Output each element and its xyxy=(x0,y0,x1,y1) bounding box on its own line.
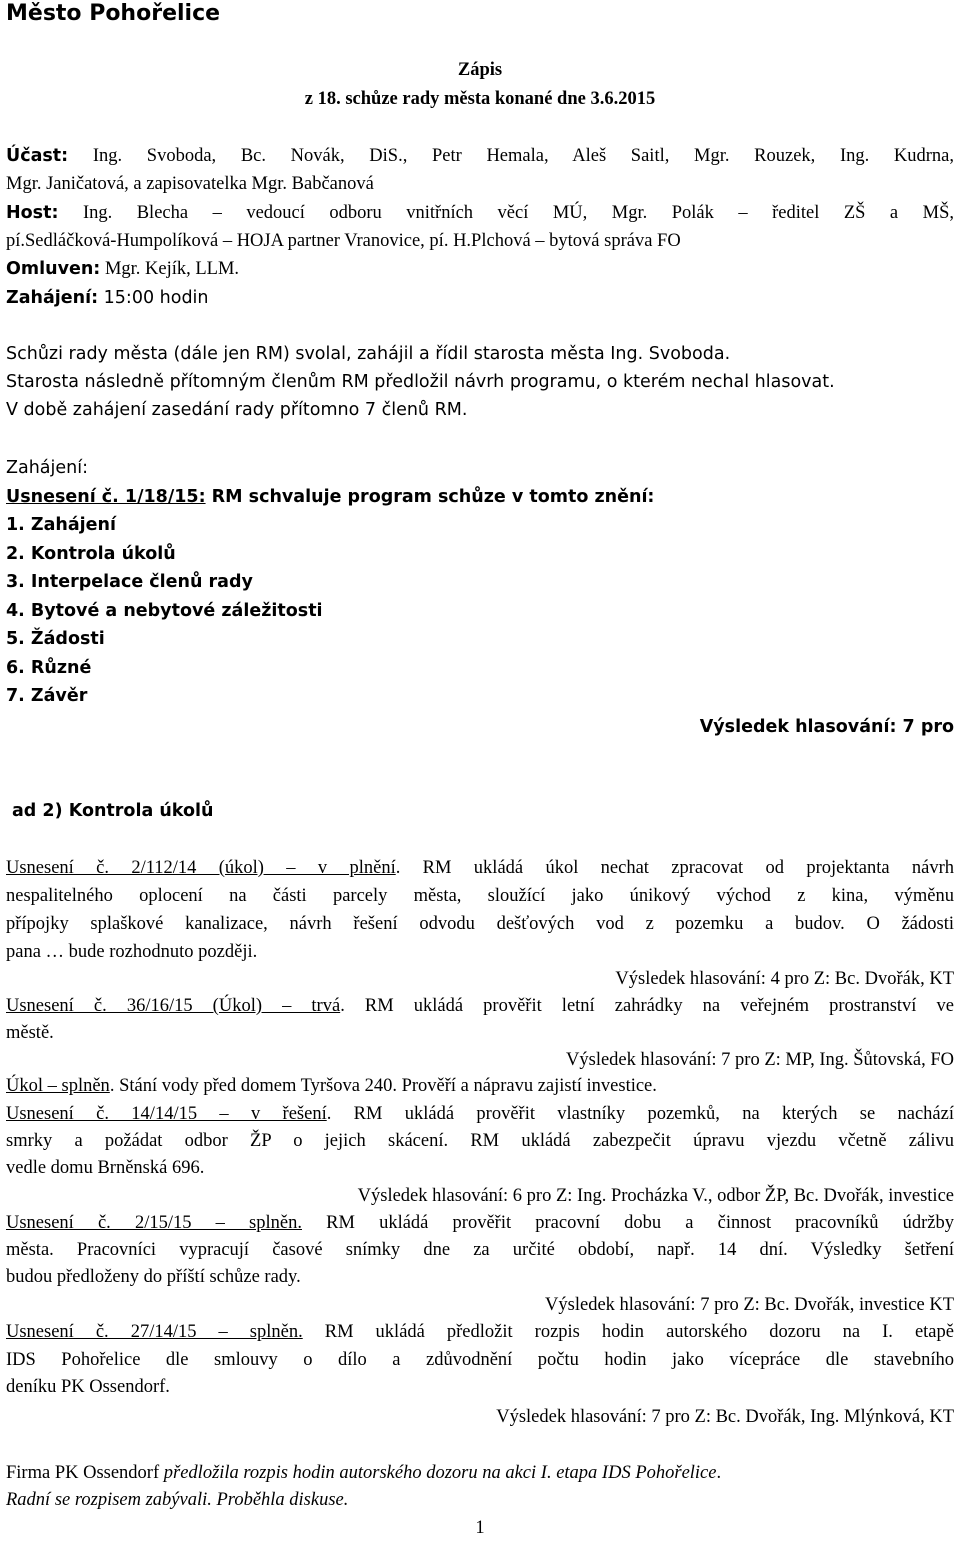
guest-line-1: Host: Ing. Blecha – vedoucí odboru vnitřních věcí MÚ, Mgr. Polák – ředitel ZŠ a MŠ, xyxy=(6,203,954,223)
attendance-label: Účast: xyxy=(6,146,69,166)
vote-result: Výsledek hlasování: 6 pro Z: Ing. Procházka V., odbor ŽP, Bc. Dvořák, investice xyxy=(357,1186,954,1206)
resolution-text-line: města. Pracovníci vypracují časové snímky dne za určité období, např. 14 dní. Výsledky šetření xyxy=(6,1240,954,1260)
vote-result: Výsledek hlasování: 4 pro Z: Bc. Dvořák, KT xyxy=(615,969,954,989)
resolution-reference: Usnesení č. 1/18/15: xyxy=(6,487,206,507)
resolution-text-line: Usnesení č. 27/14/15 – splněn. RM ukládá předložit rozpis hodin autorského dozoru na I. etapě xyxy=(6,1322,954,1342)
resolution-reference: Usnesení č. 2/15/15 – splněn. xyxy=(6,1213,302,1233)
attendance-line-1: Účast: Ing. Svoboda, Bc. Novák, DiS., Petr Hemala, Aleš Saitl, Mgr. Rouzek, Ing. Kudrna, xyxy=(6,146,954,166)
resolution-text-line: pana … bude rozhodnuto později. xyxy=(6,942,258,962)
start-time-line: Zahájení: 15:00 hodin xyxy=(6,288,209,308)
page-number: 1 xyxy=(475,1518,485,1538)
intro-line-2: Starosta následně přítomným členům RM předložil návrh programu, o kterém nechal hlasovat. xyxy=(6,372,835,392)
guest-label: Host: xyxy=(6,203,59,223)
resolution-reference: Usnesení č. 14/14/15 – v řešení xyxy=(6,1104,327,1124)
resolution-text-line: smrky a požádat odbor ŽP o jejich skácení. RM ukládá zabezpečit úpravu vjezdu včetně zálivu xyxy=(6,1131,954,1151)
program-resolution: Usnesení č. 1/18/15: RM schvaluje program schůze v tomto znění: xyxy=(6,487,655,507)
program-item: 1. Zahájení xyxy=(6,515,117,535)
program-item: 7. Závěr xyxy=(6,686,88,706)
vote-result: Výsledek hlasování: 7 pro Z: Bc. Dvořák, Ing. Mlýnková, KT xyxy=(496,1407,954,1427)
attendance-line-2: Mgr. Janičatová, a zapisovatelka Mgr. Babčanová xyxy=(6,174,374,194)
program-heading: Zahájení: xyxy=(6,458,89,478)
resolution-text-line: budou předloženy do příští schůze rady. xyxy=(6,1267,301,1287)
program-item: 3. Interpelace členů rady xyxy=(6,572,253,592)
closing-line-2: Radní se rozpisem zabývali. Proběhla diskuse. xyxy=(6,1490,349,1510)
resolution-text-line: Usnesení č. 2/112/14 (úkol) – v plnění. RM ukládá úkol nechat zpracovat od projektanta návrh xyxy=(6,858,955,878)
program-item: 2. Kontrola úkolů xyxy=(6,544,176,564)
resolution-text-line: Úkol – splněn. Stání vody před domem Tyršova 240. Prověří a nápravu zajistí investice. xyxy=(6,1076,657,1096)
excused-label: Omluven: xyxy=(6,259,101,279)
program-item: 5. Žádosti xyxy=(6,629,105,649)
program-vote-result: Výsledek hlasování: 7 pro xyxy=(699,717,954,737)
resolution-text-line: přípojky splaškové kanalizace, návrh řešení odvodu dešťových vod z pozemku a budov. O žádosti xyxy=(6,914,954,934)
start-time-label: Zahájení: xyxy=(6,288,99,308)
resolution-text-line: vedle domu Brněnská 696. xyxy=(6,1158,205,1178)
resolution-text-line: IDS Pohořelice dle smlouvy o dílo a zdůvodnění počtu hodin jako vícepráce dle stavebního xyxy=(6,1350,954,1370)
program-item: 4. Bytové a nebytové záležitosti xyxy=(6,601,323,621)
resolution-text-line: Usnesení č. 36/16/15 (Úkol) – trvá. RM ukládá prověřit letní zahrádky na veřejném prostranství ve xyxy=(6,996,954,1016)
resolution-text-line: Usnesení č. 2/15/15 – splněn. RM ukládá prověřit pracovní dobu a činnost pracovníků údržby xyxy=(6,1213,954,1233)
document-title: Zápis xyxy=(457,60,503,80)
resolution-text-line: městě. xyxy=(6,1023,54,1043)
resolution-reference: Usnesení č. 36/16/15 (Úkol) – trvá xyxy=(6,996,341,1016)
resolution-text-line: deníku PK Ossendorf. xyxy=(6,1377,170,1397)
resolution-reference: Úkol – splněn xyxy=(6,1076,110,1096)
resolution-reference: Usnesení č. 2/112/14 (úkol) – v plnění xyxy=(6,858,396,878)
resolution-reference: Usnesení č. 27/14/15 – splněn. xyxy=(6,1322,303,1342)
excused-line: Omluven: Mgr. Kejík, LLM. xyxy=(6,259,240,279)
document-subtitle: z 18. schůze rady města konané dne 3.6.2015 xyxy=(304,89,656,109)
guest-line-2: pí.Sedláčková-Humpolíková – HOJA partner Vranovice, pí. H.Plchová – bytová správa FO xyxy=(6,231,681,251)
intro-line-3: V době zahájení zasedání rady přítomno 7 členů RM. xyxy=(6,400,468,420)
intro-line-1: Schůzi rady města (dále jen RM) svolal, zahájil a řídil starosta města Ing. Svoboda. xyxy=(6,344,731,364)
vote-result: Výsledek hlasování: 7 pro Z: MP, Ing. Šůtovská, FO xyxy=(566,1050,954,1070)
vote-result: Výsledek hlasování: 7 pro Z: Bc. Dvořák, investice KT xyxy=(545,1295,954,1315)
section-heading: ad 2) Kontrola úkolů xyxy=(12,801,214,821)
program-item: 6. Různé xyxy=(6,658,92,678)
city-header: Město Pohořelice xyxy=(6,1,221,26)
closing-line-1: Firma PK Ossendorf předložila rozpis hodin autorského dozoru na akci I. etapa IDS Pohořelice. xyxy=(6,1463,722,1483)
resolution-text-line: Usnesení č. 14/14/15 – v řešení. RM ukládá prověřit vlastníky pozemků, na kterých se nachází xyxy=(6,1104,954,1124)
resolution-text-line: nespalitelného oplocení na části parcely města, sloužící jako únikový východ z kina, výměnu xyxy=(6,886,954,906)
